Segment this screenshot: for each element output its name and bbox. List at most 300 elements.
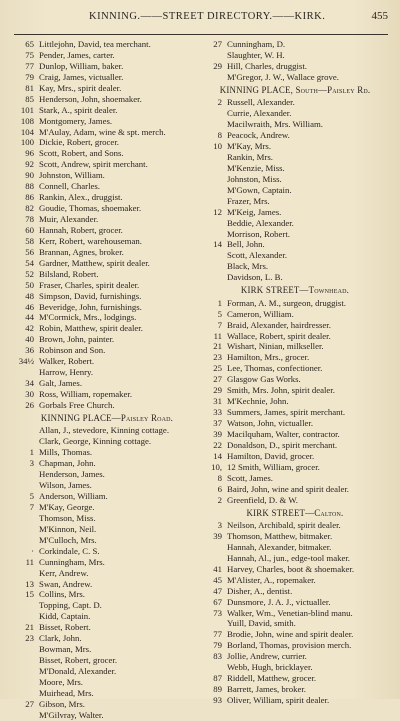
resident-name: Gorbals Free Church. bbox=[39, 399, 115, 410]
directory-entry bbox=[14, 203, 200, 214]
directory-entry bbox=[202, 97, 388, 108]
house-number bbox=[14, 688, 39, 699]
house-number: 46 bbox=[25, 301, 34, 312]
house-number: 45 bbox=[213, 574, 222, 585]
resident-name: Johnston, William. bbox=[39, 170, 105, 181]
directory-entry bbox=[202, 272, 388, 283]
resident-name: Hamilton, David, grocer. bbox=[227, 450, 315, 461]
house-number: 29 bbox=[213, 385, 222, 396]
resident-name: Rankin, Alex., druggist. bbox=[39, 192, 123, 203]
directory-entry bbox=[202, 440, 388, 451]
directory-entry bbox=[202, 597, 388, 608]
resident-name: Brannan, Agnes, broker. bbox=[39, 246, 124, 257]
resident-name: Kerr, Andrew. bbox=[39, 567, 89, 578]
directory-entry bbox=[14, 611, 200, 622]
resident-name: Harrow, Henry. bbox=[39, 367, 94, 378]
directory-entry bbox=[202, 363, 388, 374]
resident-name: Macilwraith, Mrs. William. bbox=[227, 119, 323, 130]
resident-name: Topping, Capt. D. bbox=[39, 600, 102, 611]
resident-name: Wishart, Ninian, milkseller. bbox=[227, 341, 324, 352]
directory-entry bbox=[202, 418, 388, 429]
resident-name: Gibson, Mrs. bbox=[39, 698, 85, 709]
resident-name: Forman, A. M., surgeon, druggist. bbox=[227, 297, 346, 308]
directory-entry bbox=[14, 291, 200, 302]
resident-name: Dunlop, William, baker. bbox=[39, 60, 124, 71]
resident-name: Kidd, Captain. bbox=[39, 611, 91, 622]
directory-entry bbox=[202, 130, 388, 141]
house-number bbox=[14, 480, 39, 491]
directory-entry bbox=[14, 94, 200, 105]
house-number: 104 bbox=[20, 126, 34, 137]
resident-name: Greenfield, D. & W. bbox=[227, 494, 298, 505]
house-number: 37 bbox=[213, 418, 222, 428]
house-number bbox=[202, 218, 227, 229]
house-number: 100 bbox=[20, 137, 34, 148]
house-number bbox=[14, 644, 39, 655]
house-number bbox=[202, 196, 227, 207]
resident-name: Walker, Wm., Venetian-blind manu. bbox=[227, 607, 353, 618]
house-number: 39 bbox=[213, 530, 222, 541]
house-number: 13 bbox=[25, 578, 34, 589]
directory-entry bbox=[14, 589, 200, 600]
header-rule bbox=[14, 34, 388, 35]
house-number: 88 bbox=[25, 181, 34, 192]
house-number bbox=[14, 710, 39, 721]
resident-name: Neilson, Archibald, spirit dealer. bbox=[227, 520, 341, 530]
directory-entry bbox=[14, 39, 200, 50]
resident-name: Scott, Andrew, spirit merchant. bbox=[39, 159, 148, 170]
directory-entry bbox=[14, 480, 200, 491]
house-number: 101 bbox=[20, 104, 34, 115]
house-number: 40 bbox=[25, 334, 34, 345]
house-number: 54 bbox=[25, 257, 34, 268]
running-head: KINNING.——STREET DIRECTORY.——KIRK. bbox=[89, 11, 326, 22]
house-number: 1 bbox=[217, 297, 222, 308]
directory-entry bbox=[14, 557, 200, 568]
directory-entry bbox=[14, 214, 200, 225]
page-number: 455 bbox=[371, 10, 388, 22]
house-number: 96 bbox=[25, 148, 34, 159]
directory-entry bbox=[202, 396, 388, 407]
house-number: 79 bbox=[25, 71, 34, 82]
directory-entry bbox=[14, 236, 200, 247]
resident-name: Russell, Alexander. bbox=[227, 97, 295, 108]
house-number: 58 bbox=[25, 235, 34, 246]
house-number bbox=[14, 666, 39, 677]
directory-entry bbox=[202, 553, 388, 564]
resident-name: Harvey, Charles, boot & shoemaker. bbox=[227, 563, 355, 574]
street-heading: KIRK STREET—Calton. bbox=[246, 507, 344, 518]
house-number bbox=[14, 611, 39, 622]
resident-name: Donaldson, D., spirit merchant. bbox=[227, 439, 338, 450]
house-number: 60 bbox=[25, 224, 34, 235]
resident-name: Cunningham, D. bbox=[227, 39, 286, 49]
resident-name: Bowman, Mrs. bbox=[39, 644, 92, 655]
directory-entry bbox=[14, 568, 200, 579]
resident-name: Glasgow Gas Works. bbox=[227, 374, 301, 385]
resident-name: Scott, James. bbox=[227, 472, 273, 483]
directory-entry bbox=[202, 673, 388, 684]
house-number: 2 bbox=[217, 494, 222, 505]
resident-name: M'Culloch, Mrs. bbox=[39, 534, 97, 545]
resident-name: Macilquham, Walter, contractor. bbox=[227, 428, 340, 439]
resident-name: Henderson, James. bbox=[39, 469, 105, 480]
directory-entry bbox=[14, 105, 200, 116]
directory-entry bbox=[202, 564, 388, 575]
resident-name: M'Kinnon, Neil. bbox=[39, 523, 97, 534]
resident-name: Craig, James, victualler. bbox=[39, 71, 124, 82]
directory-entry bbox=[14, 334, 200, 345]
resident-name: Muirhead, Mrs. bbox=[39, 687, 94, 698]
directory-entry bbox=[14, 225, 200, 236]
resident-name: M'Kechnie, John. bbox=[227, 396, 289, 407]
house-number: 87 bbox=[213, 673, 222, 684]
directory-entry bbox=[14, 644, 200, 655]
directory-entry bbox=[202, 385, 388, 396]
directory-entry bbox=[202, 50, 388, 61]
house-number: 15 bbox=[25, 589, 34, 600]
house-number bbox=[202, 250, 227, 261]
resident-name: Barrett, James, broker. bbox=[227, 684, 306, 695]
resident-name: Goudie, Thomas, shoemaker. bbox=[39, 203, 142, 214]
directory-entry bbox=[14, 579, 200, 590]
street-heading: KIRK STREET—Townhead. bbox=[240, 285, 350, 296]
house-number: 86 bbox=[25, 192, 34, 203]
resident-name: Ross, William, ropemaker. bbox=[39, 389, 133, 399]
resident-name: Pender, James, carter. bbox=[39, 49, 115, 60]
directory-entry bbox=[14, 469, 200, 480]
directory-entry bbox=[202, 207, 388, 218]
house-number: 47 bbox=[213, 585, 222, 596]
directory-entry bbox=[202, 163, 388, 174]
house-number: 44 bbox=[25, 312, 34, 323]
directory-entry bbox=[14, 345, 200, 356]
house-number: 25 bbox=[213, 363, 222, 374]
street-heading: KINNING PLACE—Paisley Road. bbox=[40, 412, 174, 423]
house-number: 39 bbox=[213, 428, 222, 439]
resident-name: M'Donald, Alexander. bbox=[39, 666, 117, 676]
directory-entry bbox=[14, 247, 200, 258]
house-number: 3 bbox=[29, 458, 34, 469]
house-number: 75 bbox=[25, 49, 34, 60]
resident-name: Bisset, Robert, grocer. bbox=[39, 655, 118, 666]
resident-name: 12 Smith, William, grocer. bbox=[227, 461, 320, 472]
house-number: 29 bbox=[213, 60, 222, 71]
house-number bbox=[202, 185, 227, 196]
house-number: 78 bbox=[25, 214, 34, 224]
resident-name: M'Gregor, J. W., Wallace grove. bbox=[227, 71, 339, 82]
directory-entry bbox=[202, 484, 388, 495]
house-number: 7 bbox=[217, 319, 222, 330]
resident-name: Collins, Mrs. bbox=[39, 589, 85, 600]
directory-entry bbox=[202, 341, 388, 352]
directory-entry bbox=[14, 50, 200, 61]
directory-entry bbox=[14, 280, 200, 291]
house-number bbox=[14, 568, 39, 579]
house-number: 77 bbox=[25, 60, 34, 71]
directory-entry bbox=[14, 502, 200, 513]
directory-entry bbox=[14, 600, 200, 611]
resident-name: Simpson, David, furnishings. bbox=[39, 290, 142, 301]
directory-entry bbox=[202, 72, 388, 83]
resident-name: Webb, Hugh, bricklayer. bbox=[227, 662, 313, 673]
directory-entry bbox=[202, 39, 388, 50]
house-number: 5 bbox=[217, 308, 222, 319]
resident-name: Mills, Thomas. bbox=[39, 447, 93, 458]
resident-name: Brodie, John, wine and spirit dealer. bbox=[227, 629, 354, 640]
directory-entry bbox=[14, 524, 200, 535]
house-number: 52 bbox=[25, 268, 34, 279]
house-number: · bbox=[31, 545, 34, 556]
directory-entry bbox=[202, 261, 388, 272]
directory-entry bbox=[14, 491, 200, 502]
directory-entry bbox=[14, 269, 200, 280]
resident-name: Cameron, William. bbox=[227, 308, 294, 319]
resident-name: Black, Mrs. bbox=[227, 261, 269, 272]
resident-name: Montgomery, James. bbox=[39, 115, 113, 126]
resident-name: Hill, Charles, druggist. bbox=[227, 60, 307, 71]
directory-entry bbox=[14, 710, 200, 721]
house-number bbox=[202, 662, 227, 673]
house-number: 90 bbox=[25, 170, 34, 181]
resident-name: Littlejohn, David, tea merchant. bbox=[39, 39, 151, 49]
house-number bbox=[14, 535, 39, 546]
directory-entry bbox=[202, 695, 388, 706]
directory-entry bbox=[14, 116, 200, 127]
resident-name: Oliver, William, spirit dealer. bbox=[227, 695, 330, 705]
directory-entry bbox=[202, 651, 388, 662]
house-number bbox=[14, 436, 39, 447]
resident-name: Henderson, John, shoemaker. bbox=[39, 93, 142, 104]
resident-name: Thomson, Matthew, bitmaker. bbox=[227, 530, 333, 541]
resident-name: Dunsmore, J. A. J., victualler. bbox=[227, 596, 331, 607]
resident-name: Muir, Alexander. bbox=[39, 214, 99, 224]
directory-entry bbox=[202, 229, 388, 240]
directory-entry bbox=[14, 699, 200, 710]
house-number: 27 bbox=[213, 39, 222, 49]
resident-name: Robin, Matthew, spirit dealer. bbox=[39, 323, 143, 334]
resident-name: M'Kay, George. bbox=[39, 501, 95, 512]
house-number bbox=[202, 261, 227, 272]
house-number bbox=[14, 655, 39, 666]
house-number: 23 bbox=[213, 352, 222, 363]
house-number: 50 bbox=[25, 279, 34, 290]
house-number bbox=[202, 553, 227, 564]
resident-name: Yuill, David, smith. bbox=[227, 618, 296, 629]
directory-entry bbox=[14, 192, 200, 203]
resident-name: Peacock, Andrew. bbox=[227, 130, 290, 141]
resident-name: Moore, Mrs. bbox=[39, 676, 83, 687]
house-number: 92 bbox=[25, 159, 34, 170]
house-number: 34 bbox=[25, 378, 34, 389]
resident-name: Brown, John, painter. bbox=[39, 334, 115, 345]
resident-name: M'Gown, Captain. bbox=[227, 184, 292, 195]
directory-entry bbox=[202, 141, 388, 152]
directory-entry bbox=[14, 83, 200, 94]
directory-entry bbox=[202, 451, 388, 462]
house-number: 5 bbox=[29, 491, 34, 501]
resident-name: Watson, John, victualler. bbox=[227, 418, 314, 428]
house-number: 1 bbox=[29, 447, 34, 458]
resident-name: Currie, Alexander. bbox=[227, 108, 292, 119]
resident-name: Bilsland, Robert. bbox=[39, 268, 99, 279]
house-number: 14 bbox=[213, 239, 222, 250]
resident-name: Slaughter, W. H. bbox=[227, 49, 285, 60]
house-number: 11 bbox=[25, 556, 34, 567]
directory-entry bbox=[14, 356, 200, 367]
directory-entry bbox=[202, 629, 388, 640]
directory-entry bbox=[202, 331, 388, 342]
directory-entry bbox=[14, 655, 200, 666]
resident-name: Smith, Mrs. John, spirit dealer. bbox=[227, 385, 335, 396]
house-number: 67 bbox=[213, 596, 222, 607]
street-heading: KINNING PLACE, South—Paisley Rd. bbox=[219, 84, 371, 95]
resident-name: Cunningham, Mrs. bbox=[39, 556, 105, 567]
directory-entry bbox=[202, 152, 388, 163]
directory-entry bbox=[202, 352, 388, 363]
directory-entry bbox=[14, 312, 200, 323]
house-number bbox=[14, 513, 39, 524]
directory-entry bbox=[14, 633, 200, 644]
house-number bbox=[14, 677, 39, 688]
directory-entry bbox=[202, 185, 388, 196]
resident-name: Hannah, Al., jun., edge-tool maker. bbox=[227, 552, 350, 563]
resident-name: Gardner, Matthew, spirit dealer. bbox=[39, 257, 150, 268]
house-number: 26 bbox=[25, 399, 34, 410]
house-number bbox=[202, 119, 227, 130]
house-number: 21 bbox=[213, 341, 222, 352]
resident-name: Davidson, L. B. bbox=[227, 272, 283, 283]
house-number bbox=[202, 50, 227, 61]
directory-entry bbox=[14, 378, 200, 389]
resident-name: Beddie, Alexander. bbox=[227, 217, 294, 228]
house-number bbox=[202, 542, 227, 553]
house-number bbox=[14, 425, 39, 436]
directory-entry bbox=[202, 520, 388, 531]
house-number: 23 bbox=[25, 633, 34, 644]
directory-entry bbox=[202, 320, 388, 331]
resident-name: Corkindale, C. S. bbox=[39, 545, 100, 556]
resident-name: Walker, Robert. bbox=[39, 356, 95, 367]
house-number bbox=[14, 469, 39, 480]
house-number: 65 bbox=[25, 39, 34, 49]
resident-name: Bell, John. bbox=[227, 239, 265, 250]
directory-entry bbox=[14, 72, 200, 83]
directory-entry bbox=[202, 575, 388, 586]
directory-entry bbox=[202, 586, 388, 597]
house-number: 81 bbox=[25, 82, 34, 93]
house-number bbox=[202, 152, 227, 163]
resident-name: Dickie, Robert, grocer. bbox=[39, 137, 119, 148]
directory-entry bbox=[202, 542, 388, 553]
resident-name: Riddell, Matthew, grocer. bbox=[227, 673, 317, 684]
resident-name: Beveridge, John, furnishings. bbox=[39, 301, 142, 312]
directory-entry bbox=[14, 513, 200, 524]
directory-entry bbox=[202, 429, 388, 440]
directory-entry bbox=[14, 622, 200, 633]
resident-name: Morrison, Robert. bbox=[227, 228, 290, 239]
house-number: 12 bbox=[213, 206, 222, 217]
house-number: 8 bbox=[217, 472, 222, 483]
directory-entry bbox=[14, 61, 200, 72]
resident-name: Scott, Alexander. bbox=[227, 250, 288, 261]
directory-entry bbox=[202, 174, 388, 185]
house-number: 27 bbox=[25, 698, 34, 709]
resident-name: Anderson, William. bbox=[39, 491, 108, 501]
resident-name: Kerr, Robert, warehouseman. bbox=[39, 235, 142, 246]
house-number: 34½ bbox=[18, 356, 34, 367]
directory-entry bbox=[202, 309, 388, 320]
house-number: 36 bbox=[25, 345, 34, 356]
directory-entry bbox=[14, 546, 200, 557]
directory-entry bbox=[14, 159, 200, 170]
resident-name: Lee, Thomas, confectioner. bbox=[227, 363, 323, 374]
house-number bbox=[202, 72, 227, 83]
house-number: 7 bbox=[29, 501, 34, 512]
directory-entry bbox=[202, 462, 388, 473]
directory-entry bbox=[14, 127, 200, 138]
resident-name: Swan, Andrew. bbox=[39, 578, 93, 589]
house-number: 82 bbox=[25, 203, 34, 214]
directory-entry bbox=[202, 407, 388, 418]
resident-name: Clark, George, Kinning cottage. bbox=[39, 436, 152, 447]
resident-name: Hannah, Alexander, bitmaker. bbox=[227, 541, 332, 552]
resident-name: Braid, Alexander, hairdresser. bbox=[227, 319, 331, 330]
directory-entry bbox=[202, 196, 388, 207]
resident-name: Kay, Mrs., spirit dealer. bbox=[39, 82, 122, 93]
house-number: 11 bbox=[213, 330, 222, 341]
resident-name: M'Cormick, Mrs., lodgings. bbox=[39, 312, 137, 323]
house-number bbox=[14, 600, 39, 611]
house-number: 6 bbox=[217, 483, 222, 494]
house-number bbox=[14, 524, 39, 535]
resident-name: Fraser, Charles, spirit dealer. bbox=[39, 279, 140, 290]
resident-name: Thomson, Miss. bbox=[39, 512, 96, 523]
house-number: 77 bbox=[213, 629, 222, 640]
resident-name: M'Kay, Mrs. bbox=[227, 141, 272, 151]
resident-name: Borland, Thomas, provision merch. bbox=[227, 640, 352, 651]
directory-entry bbox=[202, 218, 388, 229]
resident-name: Jollie, Andrew, currier. bbox=[227, 651, 307, 662]
resident-name: Clark, John. bbox=[39, 633, 82, 644]
directory-entry bbox=[14, 400, 200, 411]
resident-name: Rankin, Mrs. bbox=[227, 151, 273, 162]
directory-entry bbox=[202, 374, 388, 385]
house-number bbox=[202, 272, 227, 283]
directory-entry bbox=[14, 367, 200, 378]
directory-entry bbox=[202, 473, 388, 484]
left-column bbox=[14, 39, 200, 721]
resident-name: Bisset, Robert. bbox=[39, 622, 91, 633]
house-number bbox=[14, 367, 39, 378]
directory-entry bbox=[14, 170, 200, 181]
directory-entry bbox=[14, 137, 200, 148]
resident-name: M'Aulay, Adam, wine & spt. merch. bbox=[39, 126, 166, 137]
directory-entry bbox=[14, 458, 200, 469]
house-number bbox=[202, 163, 227, 174]
house-number: 83 bbox=[213, 651, 222, 662]
house-number: 30 bbox=[25, 389, 34, 399]
house-number bbox=[202, 108, 227, 119]
house-number: 2 bbox=[217, 97, 222, 108]
resident-name: Wallace, Robert, spirit dealer. bbox=[227, 330, 331, 341]
resident-name: Allan, J., stevedore, Kinning cottage. bbox=[39, 425, 170, 436]
house-number: 42 bbox=[25, 323, 34, 334]
directory-entry bbox=[14, 447, 200, 458]
resident-name: M'Gilvray, Walter. bbox=[39, 709, 104, 720]
directory-entry bbox=[14, 258, 200, 269]
resident-name: Summers, James, spirit merchant. bbox=[227, 407, 346, 418]
